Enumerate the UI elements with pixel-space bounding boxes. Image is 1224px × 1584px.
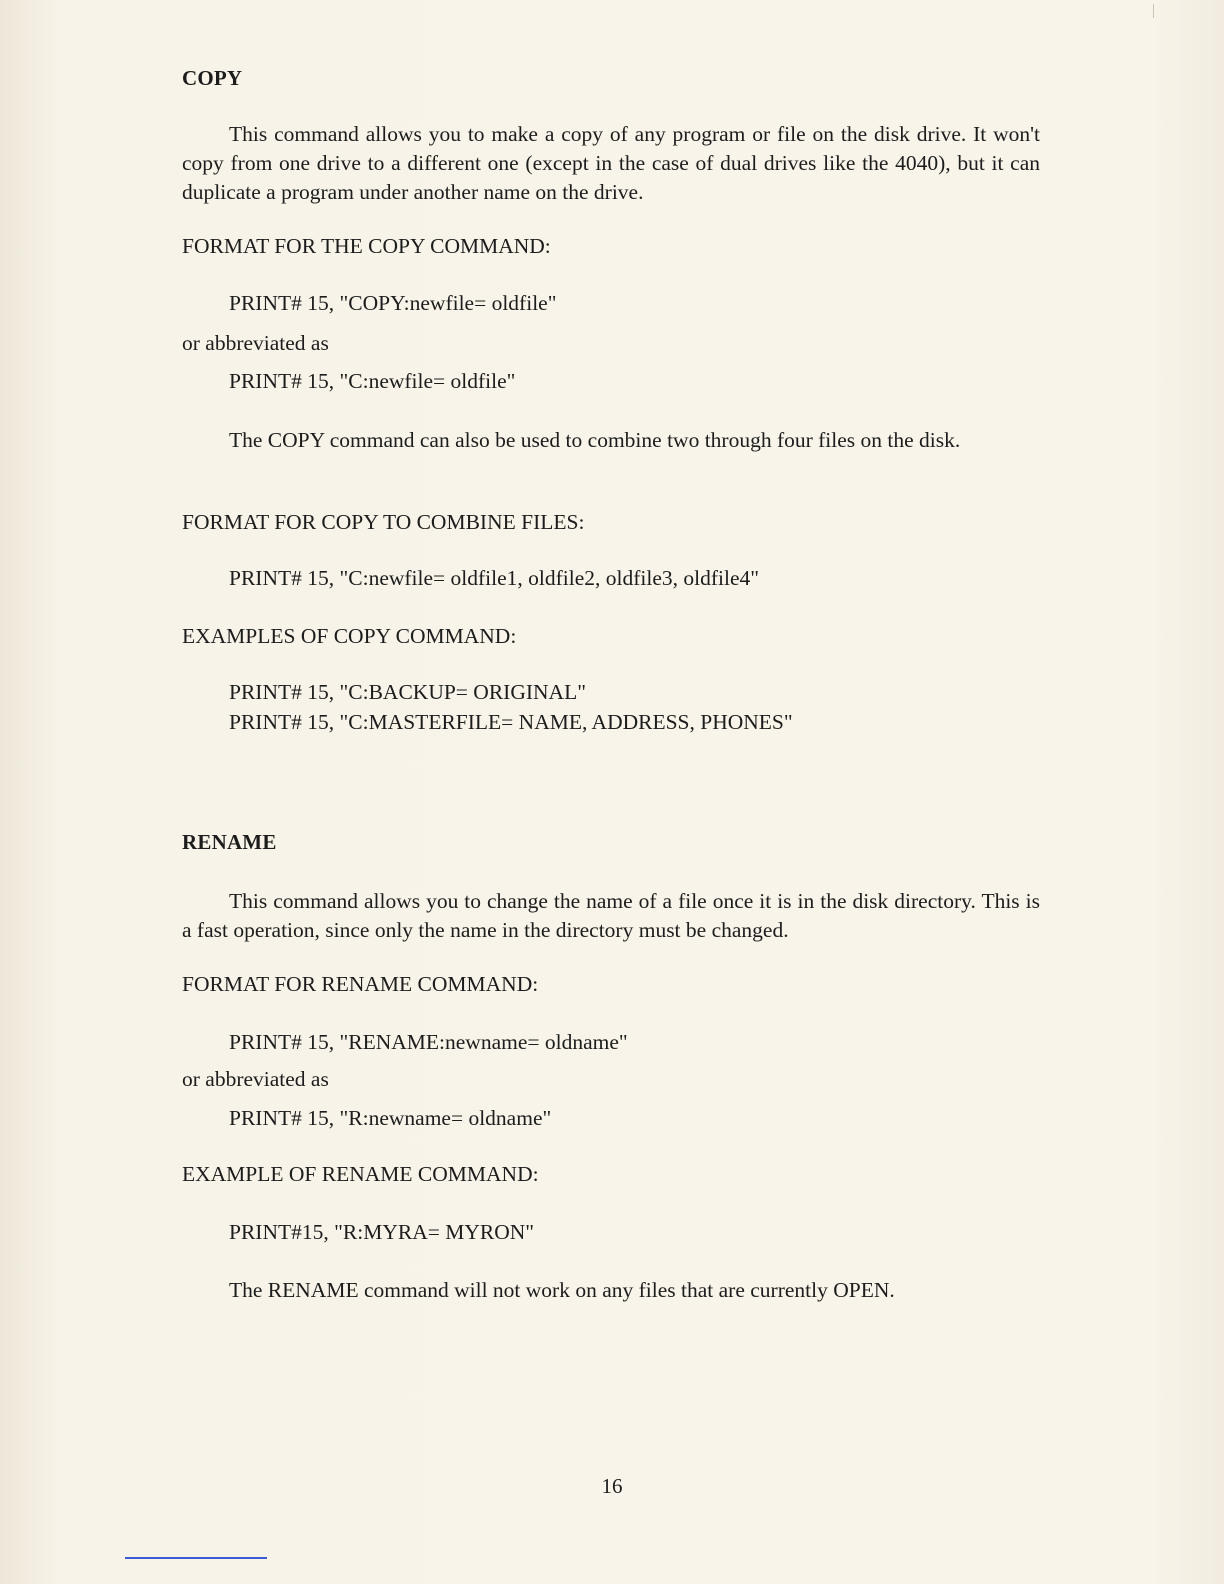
- copy-format-label: FORMAT FOR THE COPY COMMAND:: [182, 234, 551, 258]
- rename-format-line: PRINT# 15, "RENAME:newname= oldname": [229, 1030, 628, 1054]
- copy-heading: COPY: [182, 66, 243, 90]
- rename-or-abbreviated: or abbreviated as: [182, 1067, 329, 1091]
- copy-combine-label: FORMAT FOR COPY TO COMBINE FILES:: [182, 510, 585, 534]
- rename-format-label: FORMAT FOR RENAME COMMAND:: [182, 972, 539, 996]
- copy-combine-line: PRINT# 15, "C:newfile= oldfile1, oldfile2, oldfile3, oldfile4": [229, 566, 760, 590]
- rename-heading: RENAME: [182, 830, 277, 854]
- rename-intro-paragraph: This command allows you to change the name of a file once it is in the disk directory. This is a fast operation, since only the name in the directory must be changed.: [182, 889, 1040, 942]
- page-number: 16: [601, 1474, 623, 1498]
- copy-examples-label: EXAMPLES OF COPY COMMAND:: [182, 624, 517, 648]
- rename-example-line: PRINT#15, "R:MYRA= MYRON": [229, 1220, 535, 1244]
- copy-example-2: PRINT# 15, "C:MASTERFILE= NAME, ADDRESS, PHONES": [229, 710, 793, 734]
- copy-intro-paragraph: This command allows you to make a copy of any program or file on the disk drive. It won't copy from one drive to a different one (except in the case of dual drives like the 4040), but it can duplicate a program under another name on the drive.: [182, 122, 1040, 204]
- rename-abbrev-line: PRINT# 15, "R:newname= oldname": [229, 1106, 552, 1130]
- copy-abbrev-line: PRINT# 15, "C:newfile= oldfile": [229, 369, 516, 393]
- edge-mark: [1153, 4, 1154, 18]
- rename-example-label: EXAMPLE OF RENAME COMMAND:: [182, 1162, 539, 1186]
- footer-rule: [125, 1557, 267, 1559]
- rename-note-paragraph: The RENAME command will not work on any files that are currently OPEN.: [229, 1278, 895, 1302]
- copy-combine-paragraph: The COPY command can also be used to combine two through four files on the disk.: [229, 428, 961, 452]
- copy-or-abbreviated: or abbreviated as: [182, 331, 329, 355]
- copy-format-line: PRINT# 15, "COPY:newfile= oldfile": [229, 291, 557, 315]
- copy-example-1: PRINT# 15, "C:BACKUP= ORIGINAL": [229, 680, 586, 704]
